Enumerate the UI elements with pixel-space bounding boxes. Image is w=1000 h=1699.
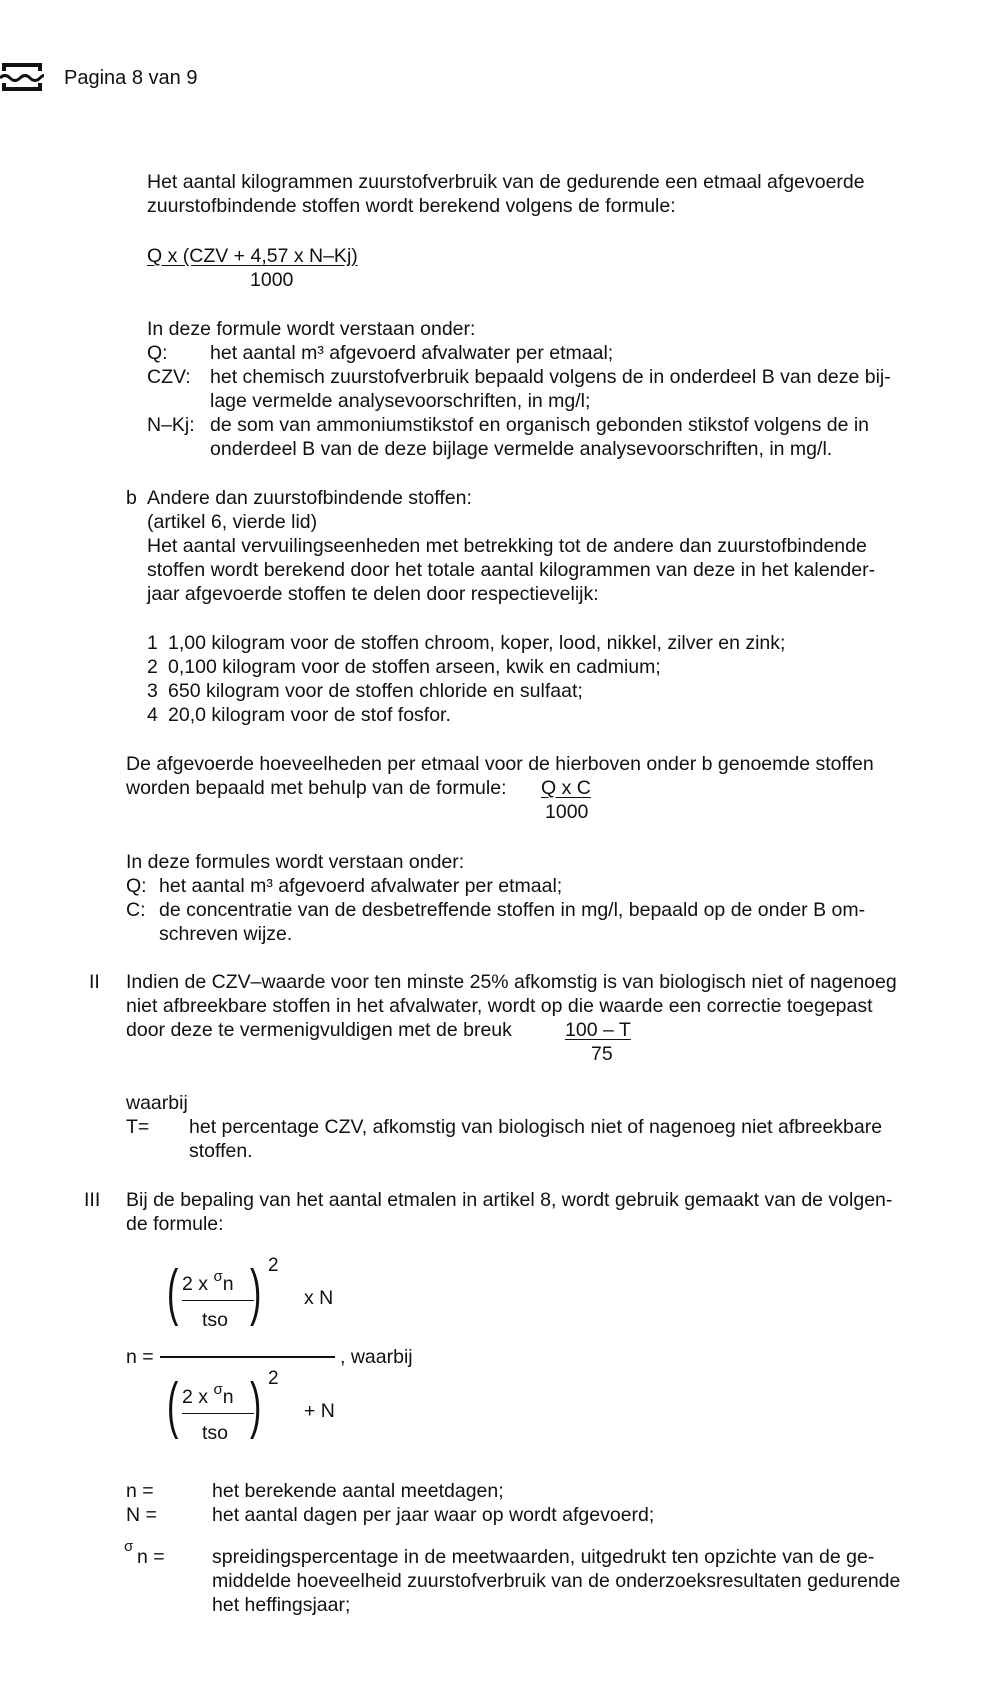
section-ii-line-2: niet afbreekbare stoffen in het afvalwater, wordt op die waarde een correctie toegepast <box>126 995 873 1017</box>
def-text-sigma-2: middelde hoeveelheid zuurstofverbruik van de onderzoeksresultaten gedurende <box>212 1570 901 1592</box>
daily-line-1: De afgevoerde hoeveelheden per etmaal voor de hierboven onder b genoemde stoffen <box>126 753 874 775</box>
section-iii-marker: III <box>84 1189 101 1211</box>
def-term-q-b: Q: <box>126 875 147 897</box>
inner-denominator-bottom: tso <box>202 1422 229 1444</box>
section-iii-line-2: de formule: <box>126 1213 224 1235</box>
exponent-bottom: 2 <box>268 1368 279 1389</box>
def-term-c: C: <box>126 899 146 921</box>
sigma-symbol: σ <box>213 1381 223 1398</box>
waarbij-label: waarbij <box>126 1092 188 1114</box>
fraction-denominator: 75 <box>591 1043 613 1065</box>
formula-a-numerator: Q x (CZV + 4,57 x N–Kj) <box>147 245 358 267</box>
daily-line-2: worden bepaald met behulp van de formule: <box>126 777 507 799</box>
section-b-marker: b <box>126 487 137 509</box>
wave-box-icon <box>0 62 44 92</box>
def-text-czv-2: lage vermelde analysevoorschriften, in mg/l; <box>210 390 591 412</box>
inner-numerator-top <box>182 1268 234 1298</box>
formula-a-denominator: 1000 <box>250 269 294 291</box>
section-iii-line-1: Bij de bepaling van het aantal etmalen in artikel 8, wordt gebruik gemaakt van de volgen- <box>126 1189 893 1211</box>
def-text-nkj-1: de som van ammoniumstikstof en organisch gebonden stikstof volgens de in <box>210 414 870 436</box>
sigma-symbol: σ <box>213 1268 223 1285</box>
definitions-heading: In deze formule wordt verstaan onder: <box>147 318 476 340</box>
def-text-c-1: de concentratie van de desbetreffende stoffen in mg/l, bepaald op de onder B om- <box>159 899 866 921</box>
exponent-top: 2 <box>268 1255 279 1276</box>
inner-numerator-bottom <box>182 1381 234 1411</box>
def-text-nkj-2: onderdeel B van de deze bijlage vermelde analysevoorschriften, in mg/l. <box>210 438 833 460</box>
def-text-sigma-3: het heffingsjaar; <box>212 1594 351 1616</box>
def-term-czv: CZV: <box>147 366 191 388</box>
list-text-2: 0,100 kilogram voor de stoffen arseen, kwik en cadmium; <box>168 656 661 678</box>
section-b-line-3: Het aantal vervuilingseenheden met betrekking tot de andere dan zuurstofbindende <box>147 535 867 557</box>
formula-lhs: n = <box>126 1346 154 1368</box>
section-b-line-1: Andere dan zuurstofbindende stoffen: <box>147 487 472 509</box>
def-term-sigma: n = <box>137 1546 165 1568</box>
intro-line-2: zuurstofbindende stoffen wordt berekend volgens de formule: <box>147 195 676 217</box>
def-term-n: n = <box>126 1480 154 1502</box>
top-suffix: x N <box>304 1287 334 1309</box>
sigma-sub: n <box>222 1273 234 1295</box>
def-text-q: het aantal m³ afgevoerd afvalwater per etmaal; <box>210 342 614 364</box>
left-paren: ( <box>167 1371 179 1440</box>
section-b-line-4: stoffen wordt berekend door het totale aantal kilogrammen van deze in het kalender- <box>147 559 876 581</box>
list-text-4: 20,0 kilogram voor de stof fosfor. <box>168 704 451 726</box>
section-ii-line-3: door deze te vermenigvuldigen met de breuk <box>126 1019 512 1041</box>
def-text-t-2: stoffen. <box>189 1140 253 1162</box>
fraction-numerator: 100 – T <box>565 1019 631 1041</box>
def-text-N: het aantal dagen per jaar waar op wordt afgevoerd; <box>212 1504 655 1526</box>
def-term-nkj: N–Kj: <box>147 414 195 436</box>
inner-denominator-top: tso <box>202 1309 229 1331</box>
inner-fraction-line-bottom <box>182 1413 254 1414</box>
section-b-line-5: jaar afgevoerde stoffen te delen door respectievelijk: <box>147 583 599 605</box>
def-text-t-1: het percentage CZV, afkomstig van biologisch niet of nagenoeg niet afbreekbare <box>189 1116 883 1138</box>
def-term-N: N = <box>126 1504 157 1526</box>
def-text-c-2: schreven wijze. <box>159 923 293 945</box>
def-text-czv-1: het chemisch zuurstofverbruik bepaald volgens de in onderdeel B van deze bij- <box>210 366 891 388</box>
intro-line-1: Het aantal kilogrammen zuurstofverbruik van de gedurende een etmaal afgevoerde <box>147 171 865 193</box>
prefix: 2 x <box>182 1386 209 1408</box>
def-text-q-b: het aantal m³ afgevoerd afvalwater per etmaal; <box>159 875 563 897</box>
right-paren: ) <box>250 1371 262 1440</box>
bottom-suffix: + N <box>304 1400 335 1422</box>
list-num-3: 3 <box>147 680 158 702</box>
list-text-1: 1,00 kilogram voor de stoffen chroom, koper, lood, nikkel, zilver en zink; <box>168 632 786 654</box>
definitions-heading-b: In deze formules wordt verstaan onder: <box>126 851 465 873</box>
sigma-sub: n <box>222 1386 234 1408</box>
inner-fraction-line-top <box>182 1300 254 1301</box>
list-num-4: 4 <box>147 704 158 726</box>
page-number: Pagina 8 van 9 <box>64 67 198 89</box>
section-b-line-2: (artikel 6, vierde lid) <box>147 511 318 533</box>
section-ii-line-1: Indien de CZV–waarde voor ten minste 25% afkomstig is van biologisch niet of nagenoeg <box>126 971 897 993</box>
def-term-sigma-symbol: σ <box>124 1538 134 1555</box>
def-term-t: T= <box>126 1116 150 1138</box>
list-text-3: 650 kilogram voor de stoffen chloride en sulfaat; <box>168 680 583 702</box>
left-paren: ( <box>167 1258 179 1327</box>
prefix: 2 x <box>182 1273 209 1295</box>
formula-trailing: , waarbij <box>340 1346 413 1368</box>
def-text-sigma-1: spreidingspercentage in de meetwaarden, uitgedrukt ten opzichte van de ge- <box>212 1546 875 1568</box>
list-num-2: 2 <box>147 656 158 678</box>
def-text-n: het berekende aantal meetdagen; <box>212 1480 504 1502</box>
def-term-q: Q: <box>147 342 168 364</box>
list-num-1: 1 <box>147 632 158 654</box>
section-ii-marker: II <box>89 971 100 993</box>
main-fraction-line <box>160 1356 335 1358</box>
daily-formula-numerator: Q x C <box>541 777 591 799</box>
right-paren: ) <box>250 1258 262 1327</box>
daily-formula-denominator: 1000 <box>545 801 589 823</box>
